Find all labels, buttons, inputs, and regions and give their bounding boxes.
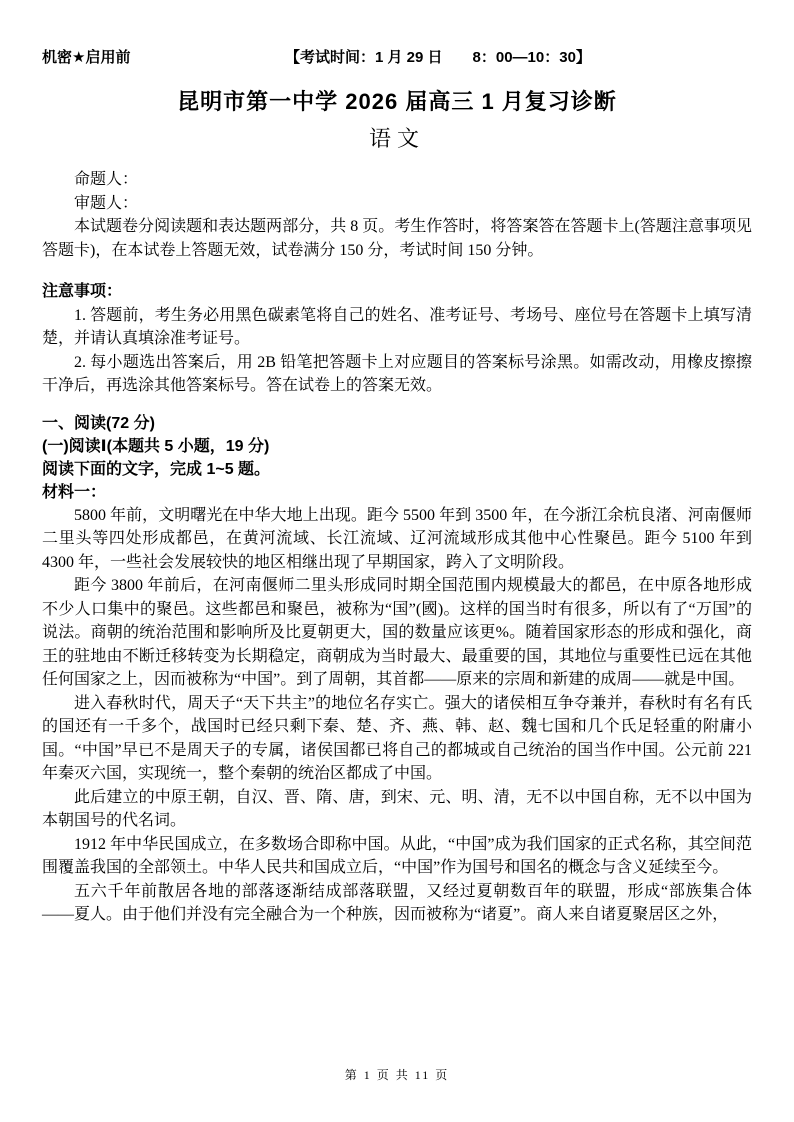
confidential-label: 机密★启用前	[42, 49, 131, 66]
reading-instruction: 阅读下面的文字，完成 1~5 题。	[42, 460, 271, 478]
subsection-heading: (一)阅读Ⅰ(本题共 5 小题，19 分)	[42, 437, 270, 455]
notice-item-2: 2. 每小题选出答案后，用 2B 铅笔把答题卡上对应题目的答案标号涂黑。如需改动，用橡皮擦擦干净后，再选涂其他答案标号。答在试卷上的答案无效。	[42, 353, 752, 394]
reviewer-line: 审题人：	[74, 194, 139, 212]
page-number: 第 1 页 共 11 页	[344, 1068, 450, 1082]
exam-time-label: 【考试时间：1 月 29 日 8：00—10：30】	[285, 49, 591, 66]
setter-line: 命题人：	[74, 171, 139, 188]
subject-title: 语文	[368, 126, 425, 151]
document-body	[42, 86, 752, 927]
material-paragraph-6: 五六千年前散居各地的部落逐渐结成部落联盟，又经过夏朝数百年的联盟，形成“部族集合体——夏人。由于他们并没有完全融合为一个种族，因而被称为“诸夏”。商人来自诸夏聚居区之外，	[42, 882, 752, 923]
material-paragraph-1: 5800 年前，文明曙光在中华大地上出现。距今 5500 年到 3500 年，在今浙江余杭良渚、河南偃师二里头等四处形成都邑，在黄河流域、长江流域、辽河流域形成其他中心性聚邑。距今 5100 年到 4300 年，一些社会发展较快的地区相继出现了早期国家，跨入了文明阶段。	[42, 506, 752, 571]
material-paragraph-3: 进入春秋时代，周天子“天下共主”的地位名存实亡。强大的诸侯相互争夺兼并，春秋时有名有氏的国还有一千多个，战国时已经只剩下秦、楚、齐、燕、韩、赵、魏七国和几个氏足轻重的附庸小国。“中国”早已不是周天子的专属，诸侯国都已将自己的都城或自己统治的国当作中国。公元前 221 年秦灭六国，实现统一，整个秦朝的统治区都成了中国。	[42, 694, 752, 782]
spacer	[42, 398, 752, 412]
notice-title: 注意事项：	[42, 283, 123, 300]
exam-intro-paragraph: 本试题卷分阅读题和表达题两部分，共 8 页。考生作答时，将答案答在答题卡上(答题注意事项见答题卡)，在本试卷上答题无效，试卷满分 150 分，考试时间 150 分钟。	[42, 218, 752, 259]
exam-title: 昆明市第一中学 2026 届高三 1 月复习诊断	[177, 89, 617, 114]
material-paragraph-4: 此后建立的中原王朝，自汉、晋、隋、唐，到宋、元、明、清，无不以中国自称，无不以中国为本朝国号的代名词。	[42, 788, 752, 829]
material-paragraph-5: 1912 年中华民国成立，在多数场合即称中国。从此，“中国”成为我们国家的正式名称，其空间范围覆盖我国的全部领土。中华人民共和国成立后，“中国”作为国号和国名的概念与含义延续至今。	[42, 835, 752, 876]
material-paragraph-2: 距今 3800 年前后，在河南偃师二里头形成同时期全国范围内规模最大的都邑，在中原各地形成不少人口集中的聚邑。这些都邑和聚邑，被称为“国”(國)。这样的国当时有很多，所以有了“万国”的说法。商朝的统治范围和影响所及比夏朝更大，国的数量应该更%。随着国家形态的形成和强化，商王的驻地由不断迁移转变为长期稳定，商朝成为当时最大、最重要的国，其地位与重要性已远在其他任何国家之上，因而被称为“中国”。到了周朝，其首都——原来的宗周和新建的成周——就是中国。	[42, 577, 752, 688]
page-header	[42, 46, 752, 68]
section-heading: 一、阅读(72 分)	[42, 414, 155, 432]
notice-item-1: 1. 答题前，考生务必用黑色碳素笔将自己的姓名、准考证号、考场号、座位号在答题卡上填写清楚，并请认真填涂准考证号。	[42, 306, 752, 347]
material-label: 材料一：	[42, 483, 107, 501]
